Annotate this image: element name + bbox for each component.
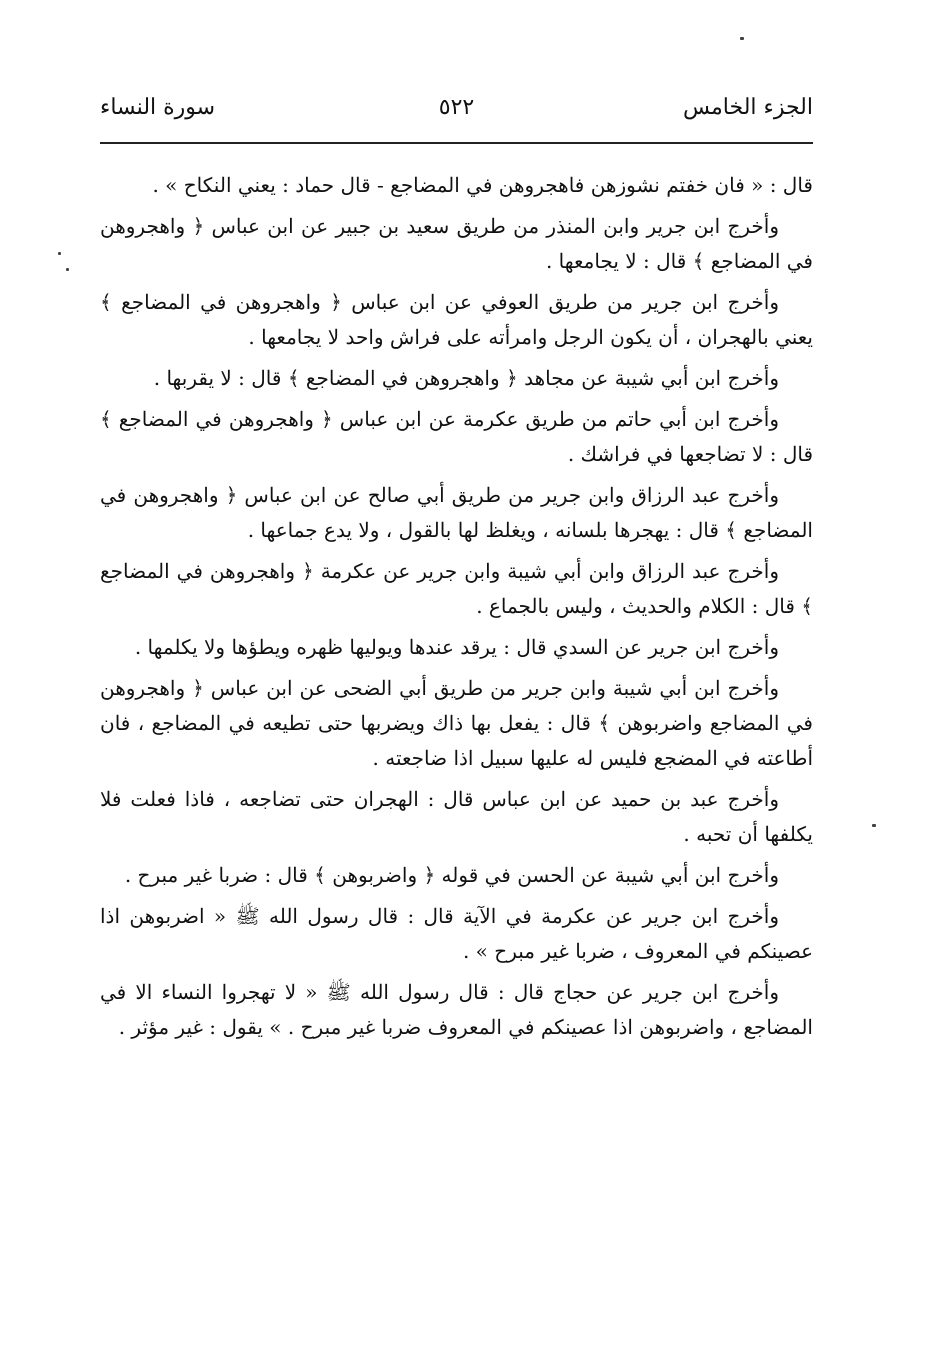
- scan-speck: [872, 824, 876, 827]
- paragraph: وأخرج ابن جرير عن حجاج قال : قال رسول الله ﷺ « لا تهجروا النساء الا في المضاجع ، واضربوهن اذا عصينكم في المعروف ضربا غير مبرح . » يقول : غير مؤثر .: [100, 980, 813, 1039]
- paragraph: وأخرج ابن أبي شيبة عن مجاهد ﴿ واهجروهن في المضاجع ﴾ قال : لا يقربها .: [153, 366, 779, 390]
- page-header: [100, 92, 813, 132]
- paragraph: وأخرج ابن جرير وابن المنذر من طريق سعيد بن جبير عن ابن عباس ﴿ واهجروهن في المضاجع ﴾ قال : لا يجامعها .: [100, 214, 813, 273]
- scan-speck: [66, 268, 69, 271]
- surah-title: سورة النساء: [100, 95, 216, 120]
- paragraph: قال : « فان خفتم نشوزهن فاهجروهن في المضاجع - قال حماد : يعني النكاح » .: [152, 173, 813, 197]
- header-divider: [100, 142, 813, 144]
- paragraph: وأخرج عبد الرزاق وابن أبي شيبة وابن جرير عن عكرمة ﴿ واهجروهن في المضاجع ﴾ قال : الكلام والحديث ، وليس بالجماع .: [100, 559, 813, 618]
- page-body: [100, 168, 813, 1051]
- part-title: الجزء الخامس: [682, 95, 813, 120]
- paragraph: وأخرج عبد بن حميد عن ابن عباس قال : الهجران حتى تضاجعه ، فاذا فعلت فلا يكلفها أن تحبه .: [100, 787, 813, 846]
- paragraph: وأخرج ابن جرير عن السدي قال : يرقد عندها ويوليها ظهره ويطؤها ولا يكلمها .: [134, 635, 779, 659]
- paragraph: وأخرج ابن أبي شيبة وابن جرير من طريق أبي الضحى عن ابن عباس ﴿ واهجروهن في المضاجع واضربوهن ﴾ قال : يفعل بها ذاك ويضربها حتى تطيعه في المضاجع ، فان أطاعته في المضجع فليس له عليها سبيل اذا ضاجعته .: [100, 676, 813, 770]
- paragraph: وأخرج ابن جرير عن عكرمة في الآية قال : قال رسول الله ﷺ « اضربوهن اذا عصينكم في المعروف ، ضربا غير مبرح » .: [100, 904, 813, 963]
- paragraph: وأخرج ابن أبي حاتم من طريق عكرمة عن ابن عباس ﴿ واهجروهن في المضاجع ﴾ قال : لا تضاجعها في فراشك .: [100, 407, 813, 466]
- paragraph: وأخرج ابن جرير من طريق العوفي عن ابن عباس ﴿ واهجروهن في المضاجع ﴾ يعني بالهجران ، أن يكون الرجل وامرأته على فراش واحد لا يجامعها .: [100, 290, 813, 349]
- scan-speck: [740, 37, 744, 40]
- paragraph: وأخرج ابن أبي شيبة عن الحسن في قوله ﴿ واضربوهن ﴾ قال : ضربا غير مبرح .: [124, 863, 779, 887]
- page-number: ٥٢٢: [438, 95, 475, 120]
- paragraph: وأخرج عبد الرزاق وابن جرير من طريق أبي صالح عن ابن عباس ﴿ واهجروهن في المضاجع ﴾ قال : يهجرها بلسانه ، ويغلظ لها بالقول ، ولا يدع جماعها .: [100, 483, 813, 542]
- scan-speck: [58, 252, 61, 255]
